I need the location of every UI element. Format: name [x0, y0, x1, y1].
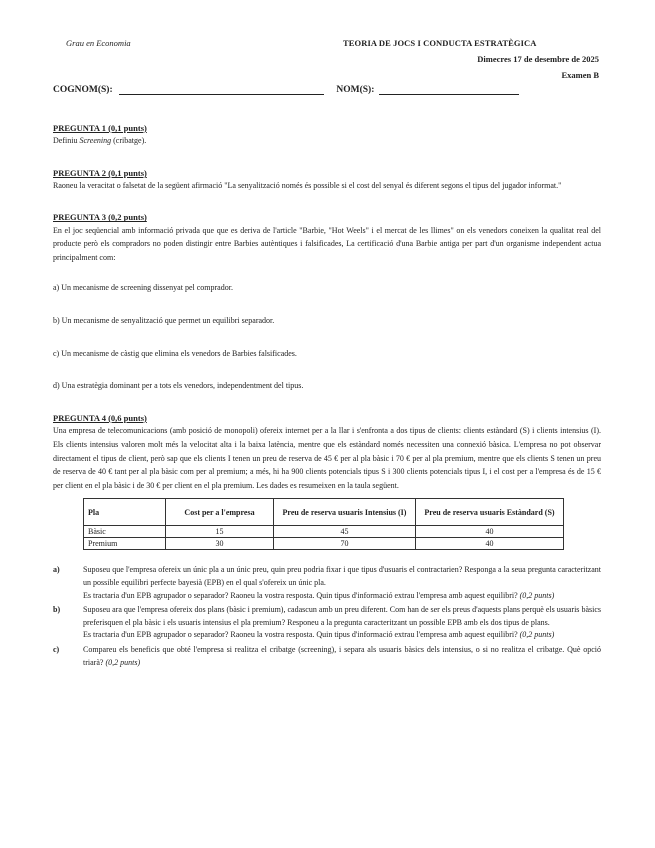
q2-text: Raoneu la veracitat o falsetat de la següent afirmació "La senyalització només és possible si el cost del senyal és diferent segons el tipus del jugador informat." — [53, 180, 562, 190]
table-header: Cost per a l'empresa — [166, 499, 274, 526]
q4-part-b: b) Suposeu ara que l'empresa ofereix dos plans (bàsic i premium), cadascun amb un preu diferent. Com han de ser els preus d'aquests plans perquè els usuaris bàsics preferisquen el pla bàsic i els usuaris intensius el pla premium? Responeu a la pregunta caracteritzant un possible EPB amb els dos tipus de plans. Es tractaria d'un EPB agrupador o separador? Raoneu la vostra resposta. Quin tipus d'informació extrau l'empresa amb aquest equilibri? (0,2 punts) — [53, 605, 601, 640]
table-cell: 30 — [166, 538, 274, 550]
degree-label: Grau en Economia — [66, 38, 131, 48]
q4-data-table — [83, 498, 564, 550]
q1-text: Definiu Screening (cribatge). — [53, 135, 147, 145]
q4-part-c: c) Compareu els beneficis que obté l'empresa si realitza el cribatge (screening), i separa als usuaris bàsics dels intensius, o si no realitza el cribatge. Què opció triarà? (0,2 punts) — [53, 644, 601, 667]
table-cell: 40 — [416, 538, 564, 550]
q1-title: PREGUNTA 1 (0,1 punts) — [53, 123, 147, 133]
table-row — [84, 526, 564, 538]
q3-option-c: c) Un mecanisme de càstig que elimina els venedors de Barbies falsificades. — [53, 348, 297, 358]
table-cell: 15 — [166, 526, 274, 538]
table-header: Pla — [84, 499, 166, 526]
student-name-row — [53, 84, 519, 95]
table-header-row — [84, 499, 564, 526]
surname-label: COGNOM(S): — [53, 85, 113, 95]
surname-field[interactable] — [119, 84, 324, 95]
exam-content — [53, 122, 601, 669]
course-title: TEORIA DE JOCS I CONDUCTA ESTRATÈGICA — [343, 38, 537, 48]
q3-option-b: b) Un mecanisme de senyalització que permet un equilibri separador. — [53, 316, 275, 326]
q3-text: En el joc seqüencial amb informació privada que que es deriva de l'article "Barbie, "Hot Weels" i el mercat de les llimes" on els venedors coneixen la qualitat real del producte però els compradors no poden distingir entre Barbies autèntiques i falsificades, La certificació d'una Barbie antiga per part d'un organisme independent actua principalment com: — [53, 225, 601, 262]
table-cell: 70 — [274, 538, 416, 550]
q3-option-d: d) Una estratègia dominant per a tots els venedors, independentment del tipus. — [53, 381, 304, 391]
name-label: NOM(S): — [336, 85, 375, 95]
table-cell: 40 — [416, 526, 564, 538]
table-cell: 45 — [274, 526, 416, 538]
q4-parts — [53, 564, 601, 669]
table-header: Preu de reserva usuaris Intensius (I) — [274, 499, 416, 526]
q3-title: PREGUNTA 3 (0,2 punts) — [53, 212, 147, 223]
q4-text: Una empresa de telecomunicacions (amb posició de monopoli) ofereix internet per a la llar i s'enfronta a dos tipus de clients: clients estàndard (S) i clients intensius (I). Els clients intensius valoren molt més la velocitat alta i la baixa latència, mentre que els estàndard només necessiten una connexió bàsica. L'empresa no pot observar directament el tipus de client, però sap que els clients I tenen un preu de reserva de 45 € per al pla bàsic i 70 € per al pla premium, mentre que els clients S tenen un preu de reserva de 40 € tant per al pla bàsic com per al premium; a més, hi ha 900 clients potencials tipus S i 300 clients potencials tipus I, i el cost per a l'empresa és de 15 € per client en el pla bàsic i de 30 € per client en el pla premium. Les dades es resumeixen en la taula següent. — [53, 426, 601, 490]
exam-version: Examen B — [561, 70, 599, 80]
table-cell: Premium — [84, 538, 166, 550]
exam-date: Dimecres 17 de desembre de 2025 — [477, 54, 599, 64]
q4-part-a: a) Suposeu que l'empresa ofereix un únic pla a un únic preu, quin preu podria fixar i que tipus d'usuaris el contractarien? Responga a la seua pregunta caracteritzant un possible equilibri perfecte bayesià (EPB) en el qual s'ofereix un únic pla. Es tractaria d'un EPB agrupador o separador? Raoneu la vostra resposta. Quin tipus d'informació extrau l'empresa amb aquest equilibri? (0,2 punts) — [53, 565, 601, 600]
name-field[interactable] — [379, 84, 519, 95]
table-header: Preu de reserva usuaris Estàndard (S) — [416, 499, 564, 526]
q2-title: PREGUNTA 2 (0,1 punts) — [53, 168, 147, 179]
q3-option-a: a) Un mecanisme de screening dissenyat pel comprador. — [53, 283, 233, 293]
q4-title: PREGUNTA 4 (0,6 punts) — [53, 412, 147, 423]
table-cell: Bàsic — [84, 526, 166, 538]
table-row — [84, 538, 564, 550]
